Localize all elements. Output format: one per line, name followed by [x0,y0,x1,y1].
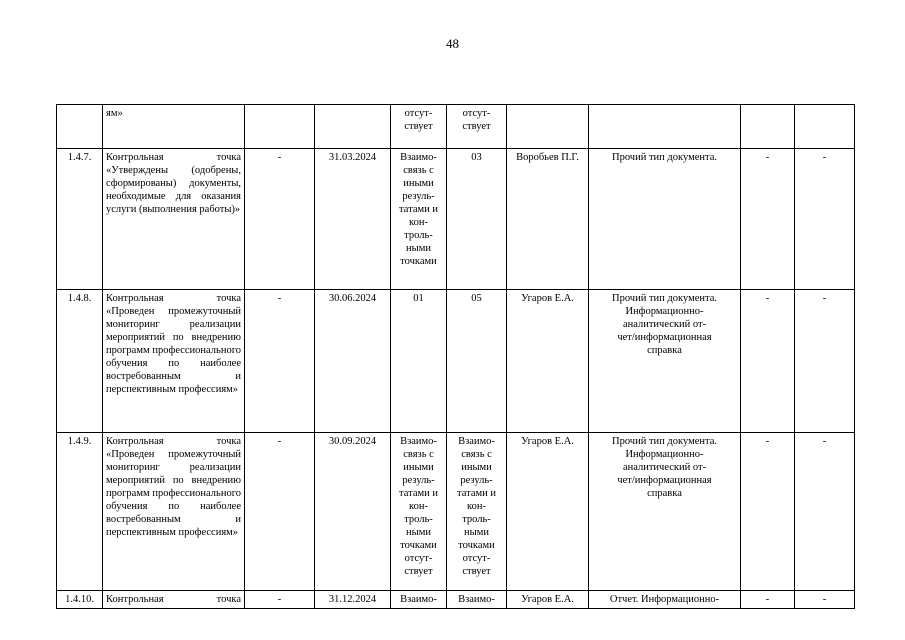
cell-number: 1.4.9. [57,433,103,591]
cell-relation-results: Взаимо- связь с иными резуль- татами и кон- троль- ными точками [391,149,447,290]
cell-extra-2: - [795,591,855,609]
cell-date: 30.06.2024 [315,290,391,433]
cell-number: 1.4.10. [57,591,103,609]
cell-document-type: Прочий тип документа. [589,149,741,290]
cell-relation-points: отсут- ствует [447,105,507,149]
cell-document-type: Отчет. Информационно- [589,591,741,609]
table-row [57,149,855,290]
cell-extra-2 [795,105,855,149]
cell-relation-points: 03 [447,149,507,290]
cell-relation-results: 01 [391,290,447,433]
cell-extra-1: - [741,591,795,609]
cell-extra-1 [741,105,795,149]
cell-number: 1.4.8. [57,290,103,433]
cell-number [57,105,103,149]
cell-relation-results: отсут- ствует [391,105,447,149]
cell-document-type: Прочий тип документа. Информационно- аналитический от- чет/информационная справка [589,290,741,433]
cell-extra-2: - [795,290,855,433]
cell-document-type [589,105,741,149]
table-row [57,433,855,591]
cell-date: 31.12.2024 [315,591,391,609]
cell-extra-1: - [741,433,795,591]
cell-relation-points: 05 [447,290,507,433]
cell-date: 30.09.2024 [315,433,391,591]
cell-name: Контрольная точка «Проведен промежуточный мониторинг реализации мероприятий по внедрению программ профессионального обучения по наиболее востребованным и перспективным профессиям» [103,433,245,591]
control-points-table [56,104,855,609]
cell-base [245,105,315,149]
cell-relation-results: Взаимо- [391,591,447,609]
cell-base: - [245,591,315,609]
cell-responsible [507,105,589,149]
cell-extra-2: - [795,149,855,290]
cell-extra-2: - [795,433,855,591]
cell-date: 31.03.2024 [315,149,391,290]
cell-responsible: Угаров Е.А. [507,290,589,433]
cell-name: ям» [103,105,245,149]
cell-responsible: Угаров Е.А. [507,591,589,609]
cell-base: - [245,149,315,290]
cell-extra-1: - [741,149,795,290]
cell-base: - [245,290,315,433]
table-row [57,105,855,149]
cell-number: 1.4.7. [57,149,103,290]
page-number: 48 [446,36,459,51]
cell-extra-1: - [741,290,795,433]
cell-relation-results: Взаимо- связь с иными резуль- татами и кон- троль- ными точками отсут- ствует [391,433,447,591]
cell-responsible: Воробьев П.Г. [507,149,589,290]
cell-base: - [245,433,315,591]
table-row [57,290,855,433]
cell-relation-points: Взаимо- [447,591,507,609]
cell-date [315,105,391,149]
cell-responsible: Угаров Е.А. [507,433,589,591]
cell-name: Контрольная точка [103,591,245,609]
cell-relation-points: Взаимо- связь с иными резуль- татами и кон- троль- ными точками отсут- ствует [447,433,507,591]
table-row [57,591,855,609]
cell-name: Контрольная точка «Утверждены (одобрены, сформированы) документы, необходимые для оказания услуги (выполнения работы)» [103,149,245,290]
cell-document-type: Прочий тип документа. Информационно- аналитический от- чет/информационная справка [589,433,741,591]
cell-name: Контрольная точка «Проведен промежуточный мониторинг реализации мероприятий по внедрению программ профессионального обучения по наиболее востребованным и перспективным профессиям» [103,290,245,433]
